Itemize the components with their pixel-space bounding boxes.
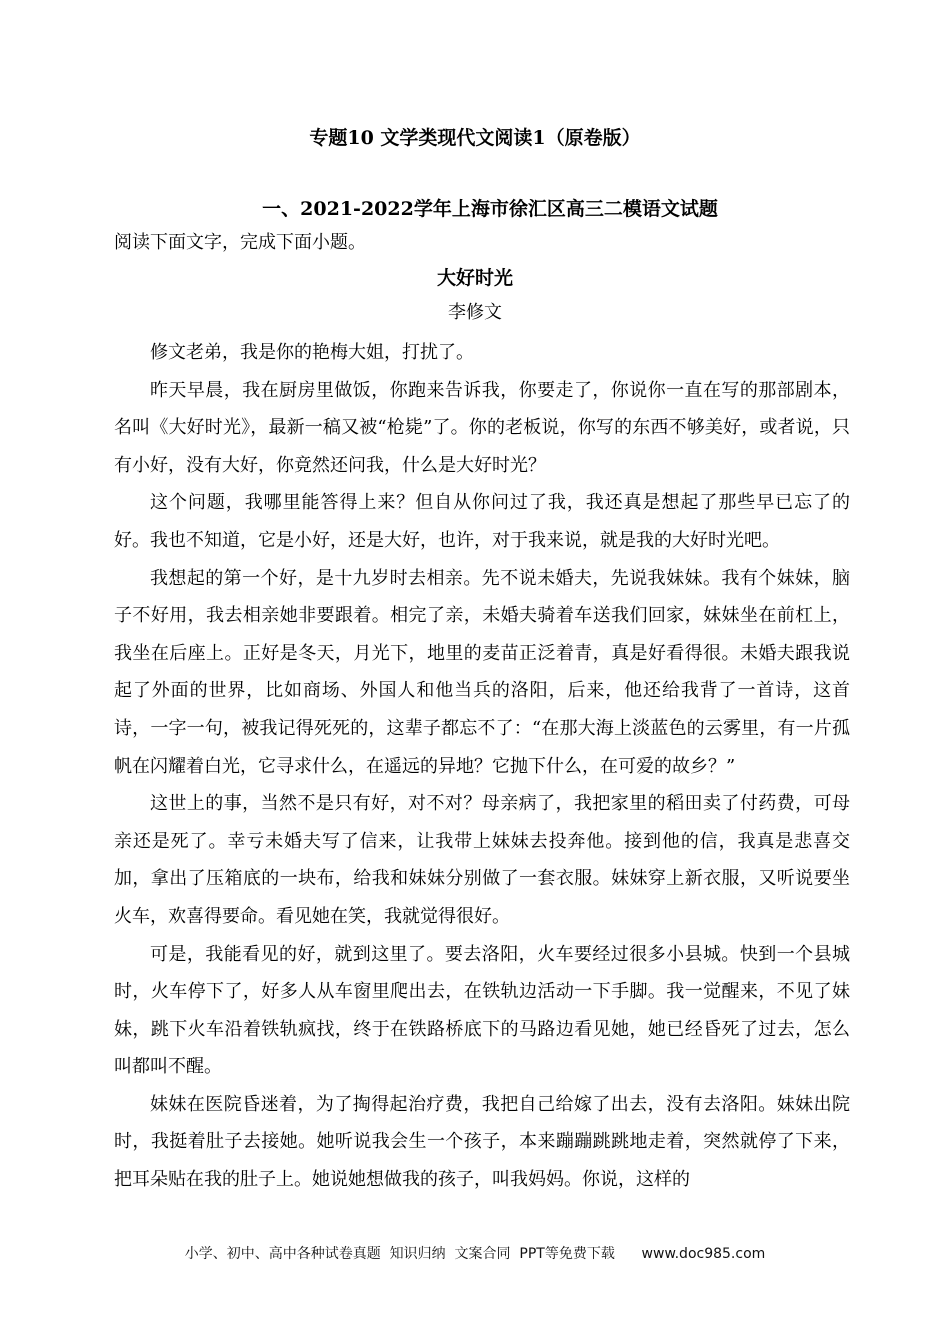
reading-instruction: 阅读下面文字，完成下面小题。 <box>114 232 366 253</box>
page-footer: 小学、初中、高中各种试卷真题 知识归纳 文案合同 PPT等免费下载 www.doc985.com <box>184 1246 766 1262</box>
story-paragraph: 可是，我能看见的好，就到这里了。要去洛阳，火车要经过很多小县城。快到一个县城时，火车停下了，好多人从车窗里爬出去，在铁轨边活动一下手脚。我一觉醒来，不见了妹妹，跳下火车沿着铁轨疯找，终于在铁路桥底下的马路边看见她，她已经昏死了过去，怎么叫都叫不醒。 <box>114 943 850 1078</box>
section-heading: 一、2021-2022学年上海市徐汇区高三二模语文试题 <box>262 198 718 220</box>
story-author: 李修文 <box>448 302 502 323</box>
story-paragraph: 这世上的事，当然不是只有好，对不对？母亲病了，我把家里的稻田卖了付药费，可母亲还是死了。幸亏未婚夫写了信来，让我带上妹妹去投奔他。接到他的信，我真是悲喜交加，拿出了压箱底的一块布，给我和妹妹分别做了一套衣服。妹妹穿上新衣服，又听说要坐火车，欢喜得要命。看见她在笑，我就觉得很好。 <box>114 793 850 927</box>
story-paragraph: 这个问题，我哪里能答得上来？但自从你问过了我，我还真是想起了那些早已忘了的好。我也不知道，它是小好，还是大好，也许，对于我来说，就是我的大好时光吧。 <box>114 492 850 551</box>
story-paragraph: 修文老弟，我是你的艳梅大姐，打扰了。 <box>150 342 474 363</box>
story-body <box>114 334 850 1199</box>
page-title: 专题10 文学类现代文阅读1（原卷版） <box>309 127 641 149</box>
story-title: 大好时光 <box>436 267 513 289</box>
story-paragraph: 妹妹在医院昏迷着，为了掏得起治疗费，我把自己给嫁了出去，没有去洛阳。妹妹出院时，我挺着肚子去接她。她听说我会生一个孩子，本来蹦蹦跳跳地走着，突然就停了下来，把耳朵贴在我的肚子上。她说她想做我的孩子，叫我妈妈。你说，这样的 <box>114 1093 850 1191</box>
story-paragraph: 昨天早晨，我在厨房里做饭，你跑来告诉我，你要走了，你说你一直在写的那部剧本，名叫《大好时光》，最新一稿又被“枪毙”了。你的老板说，你写的东西不够美好，或者说，只有小好，没有大好，你竟然还问我，什么是大好时光？ <box>114 379 850 476</box>
story-paragraph: 我想起的第一个好，是十九岁时去相亲。先不说未婚夫，先说我妹妹。我有个妹妹，脑子不好用，我去相亲她非要跟着。相完了亲，未婚夫骑着车送我们回家，妹妹坐在前杠上，我坐在后座上。正好是冬天，月光下，地里的麦苗正泛着青，真是好看得很。未婚夫跟我说起了外面的世界，比如商场、外国人和他当兵的洛阳，后来，他还给我背了一首诗，这首诗，一字一句，被我记得死死的，这辈子都忘不了：“在那大海上淡蓝色的云雾里，有一片孤帆在闪耀着白光，它寻求什么，在遥远的异地？它抛下什么，在可爱的故乡？” <box>114 567 850 777</box>
